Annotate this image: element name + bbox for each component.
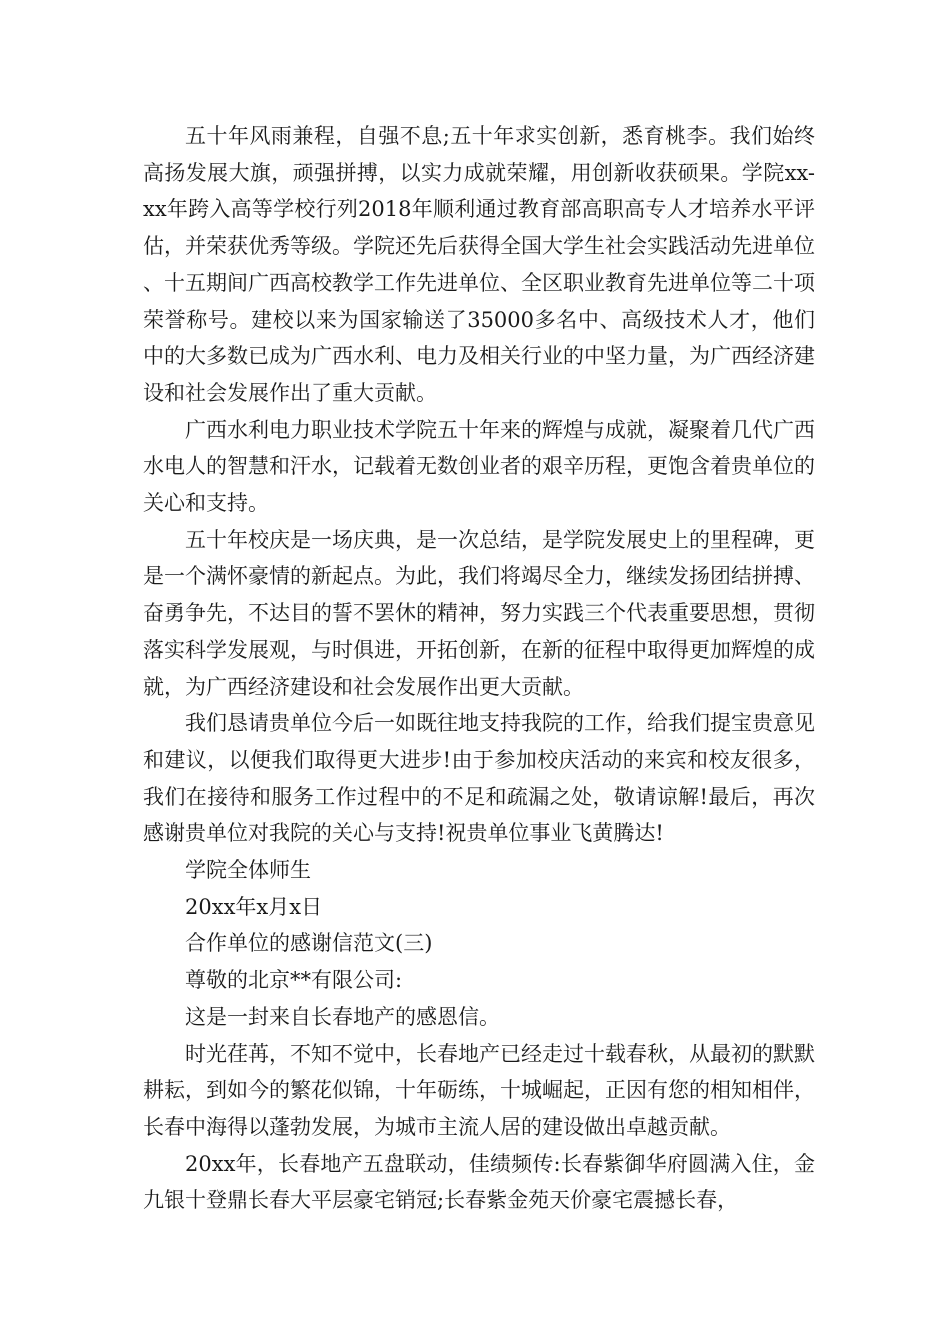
paragraph-gratitude: 广西水利电力职业技术学院五十年来的辉煌与成就，凝聚着几代广西水电人的智慧和汗水，记载着无数创业者的艰辛历程，更饱含着贵单位的关心和支持。 bbox=[143, 417, 815, 516]
document-body bbox=[143, 118, 815, 1219]
paragraph-projects: 20xx年，长春地产五盘联动，佳绩频传:长春紫御华府圆满入住，金九银十登鼎长春大平层豪宅销冠;长春紫金苑天价豪宅震撼长春， bbox=[143, 1151, 815, 1213]
signature: 学院全体师生 bbox=[185, 858, 311, 883]
intro-line: 这是一封来自长春地产的感恩信。 bbox=[185, 1004, 500, 1029]
paragraph-decade: 时光荏苒，不知不觉中，长春地产已经走过十载春秋，从最初的默默耕耘，到如今的繁花似锦，十年砺练，十城崛起，正因有您的相知相伴，长春中海得以蓬勃发展，为城市主流人居的建设做出卓越贡献。 bbox=[143, 1041, 815, 1139]
salutation: 尊敬的北京**有限公司: bbox=[185, 968, 403, 993]
date: 20xx年x月x日 bbox=[185, 894, 323, 919]
paragraph-anniversary: 五十年校庆是一场庆典，是一次总结，是学院发展史上的里程碑，更是一个满怀豪情的新起点。为此，我们将竭尽全力，继续发扬团结拼搏、奋勇争先，不达目的誓不罢休的精神，努力实践三个代表重要思想，贯彻落实科学发展观，与时俱进，开拓创新，在新的征程中取得更加辉煌的成就，为广西经济建设和社会发展作出更大贡献。 bbox=[143, 527, 815, 699]
paragraph-request: 我们恳请贵单位今后一如既往地支持我院的工作，给我们提宝贵意见和建议，以便我们取得更大进步!由于参加校庆活动的来宾和校友很多，我们在接待和服务工作过程中的不足和疏漏之处，敬请谅解!最后，再次感谢贵单位对我院的关心与支持!祝贵单位事业飞黄腾达! bbox=[143, 711, 815, 846]
paragraph-achievements: 五十年风雨兼程，自强不息;五十年求实创新，悉育桃李。我们始终高扬发展大旗，顽强拼搏，以实力成就荣耀，用创新收获硕果。学院xx-xx年跨入高等学校行列2018年顺利通过教育部高职高专人才培养水平评估，并荣获优秀等级。学院还先后获得全国大学生社会实践活动先进单位 、十五期间广西高校教学工作先进单位、全区职业教育先进单位等二十项荣誉称号。建校以来为国家输送了35000多名中、高级技术人才，他们中的大多数已成为广西水利、电力及相关行业的中坚力量，为广西经济建设和社会发展作出了重大贡献。 bbox=[143, 124, 815, 405]
section-title: 合作单位的感谢信范文(三) bbox=[185, 931, 433, 956]
